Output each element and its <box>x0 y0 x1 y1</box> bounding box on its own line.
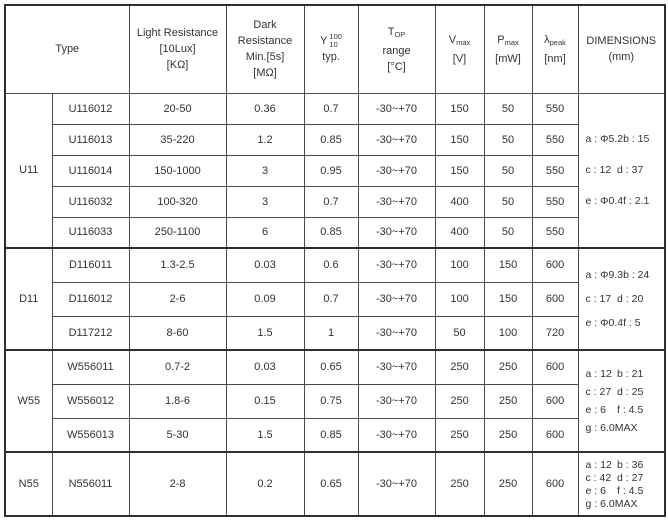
header-dims-line2: (mm) <box>608 51 635 64</box>
cell-top-range: -30~+70 <box>358 124 435 155</box>
cell-light-resistance: 5-30 <box>129 418 226 452</box>
cell-gamma: 0.7 <box>304 93 358 124</box>
dim-line: c : 42 d : 27 <box>585 471 644 484</box>
cell-top-range: -30~+70 <box>358 93 435 124</box>
table-row <box>5 316 665 350</box>
cell-vmax: 150 <box>435 124 484 155</box>
cell-lambda-peak: 550 <box>532 124 578 155</box>
cell-dark-resistance: 6 <box>226 217 304 248</box>
header-top-line2: range <box>382 44 411 57</box>
cell-vmax: 400 <box>435 217 484 248</box>
cell-gamma: 0.85 <box>304 217 358 248</box>
cell-gamma: 1 <box>304 316 358 350</box>
cell-vmax: 250 <box>435 384 484 418</box>
top-sub: OP <box>394 29 406 39</box>
cell-lambda-peak: 550 <box>532 93 578 124</box>
cell-pmax: 250 <box>484 350 532 384</box>
header-vmax-line1 <box>436 32 484 51</box>
col-header-top-range <box>358 5 435 93</box>
dimensions-cell-w55 <box>578 350 665 452</box>
cell-light-resistance: 20-50 <box>129 93 226 124</box>
table-row <box>5 418 665 452</box>
cell-top-range: -30~+70 <box>358 155 435 186</box>
pmax-base: P <box>497 33 505 46</box>
header-lambda-line1 <box>533 32 578 51</box>
cell-top-range: -30~+70 <box>358 186 435 217</box>
part-number: W556011 <box>52 350 129 384</box>
header-dark-line2: Resistance <box>237 35 293 48</box>
gamma-letter: Y <box>320 35 328 48</box>
header-dims-line1: DIMENSIONS <box>586 35 657 48</box>
cell-gamma: 0.65 <box>304 350 358 384</box>
gamma-sub: 10 <box>329 40 338 50</box>
header-gamma-typ: typ. <box>322 51 340 64</box>
cell-vmax: 100 <box>435 248 484 282</box>
part-number: D116012 <box>52 282 129 316</box>
header-light-line3: [KΩ] <box>166 59 189 72</box>
cell-dark-resistance: 0.09 <box>226 282 304 316</box>
vmax-sub: max <box>456 37 471 47</box>
cell-dark-resistance: 0.15 <box>226 384 304 418</box>
cell-gamma: 0.65 <box>304 452 358 516</box>
part-number: U116014 <box>52 155 129 186</box>
cell-pmax: 150 <box>484 282 532 316</box>
cell-vmax: 50 <box>435 316 484 350</box>
header-row <box>5 5 665 93</box>
cell-light-resistance: 0.7-2 <box>129 350 226 384</box>
cell-top-range: -30~+70 <box>358 282 435 316</box>
cell-gamma: 0.75 <box>304 384 358 418</box>
spec-table <box>4 4 666 517</box>
cell-gamma: 0.85 <box>304 124 358 155</box>
dim-line: c : 12 d : 37 <box>585 164 644 177</box>
dim-line: c : 17 d : 20 <box>585 293 644 305</box>
cell-light-resistance: 8-60 <box>129 316 226 350</box>
cell-pmax: 50 <box>484 155 532 186</box>
dimensions-text <box>579 133 665 207</box>
cell-gamma: 0.7 <box>304 186 358 217</box>
table-row <box>5 248 665 282</box>
table-row <box>5 452 665 516</box>
col-header-dimensions <box>578 5 665 93</box>
dim-line: e : 6 f : 4.5 <box>585 404 644 416</box>
table-row <box>5 124 665 155</box>
header-top-line3: [°C] <box>387 60 406 73</box>
table-row <box>5 93 665 124</box>
col-header-gamma <box>304 5 358 93</box>
gamma-sup: 100 <box>329 32 342 42</box>
dim-line: e : 6 f : 4.5 <box>585 484 644 497</box>
cell-vmax: 250 <box>435 452 484 516</box>
dim-line: a : Φ5.2 b : 15 <box>585 133 650 146</box>
cell-lambda-peak: 600 <box>532 384 578 418</box>
header-top-line1 <box>359 24 435 43</box>
group-label-u11: U11 <box>5 93 52 248</box>
gamma-fraction <box>329 33 342 49</box>
part-number: U116012 <box>52 93 129 124</box>
vmax-base: V <box>448 33 457 46</box>
cell-dark-resistance: 3 <box>226 186 304 217</box>
table-row <box>5 384 665 418</box>
part-number: U116033 <box>52 217 129 248</box>
cell-light-resistance: 35-220 <box>129 124 226 155</box>
cell-vmax: 250 <box>435 350 484 384</box>
cell-top-range: -30~+70 <box>358 452 435 516</box>
dimensions-cell-d11 <box>578 248 665 350</box>
part-number: W556012 <box>52 384 129 418</box>
gamma-symbol <box>305 33 358 49</box>
cell-dark-resistance: 1.2 <box>226 124 304 155</box>
part-number: N556011 <box>52 452 129 516</box>
dim-line: a : 12 b : 36 <box>585 458 644 471</box>
cell-gamma: 0.95 <box>304 155 358 186</box>
header-vmax-unit: [V] <box>452 52 467 65</box>
group-label-w55: W55 <box>5 350 52 452</box>
table-row <box>5 282 665 316</box>
cell-dark-resistance: 1.5 <box>226 316 304 350</box>
cell-gamma: 0.6 <box>304 248 358 282</box>
table-row <box>5 350 665 384</box>
header-pmax-unit: [mW] <box>495 52 521 65</box>
cell-top-range: -30~+70 <box>358 248 435 282</box>
cell-pmax: 250 <box>484 384 532 418</box>
cell-vmax: 400 <box>435 186 484 217</box>
cell-lambda-peak: 600 <box>532 418 578 452</box>
cell-pmax: 100 <box>484 316 532 350</box>
cell-dark-resistance: 0.2 <box>226 452 304 516</box>
cell-top-range: -30~+70 <box>358 384 435 418</box>
header-dark-line3: Min.[5s] <box>245 51 285 64</box>
part-number: D116011 <box>52 248 129 282</box>
cell-light-resistance: 100-320 <box>129 186 226 217</box>
cell-pmax: 250 <box>484 452 532 516</box>
cell-dark-resistance: 1.5 <box>226 418 304 452</box>
cell-lambda-peak: 600 <box>532 350 578 384</box>
dimensions-text <box>579 368 665 434</box>
dimensions-cell-n55 <box>578 452 665 516</box>
col-header-type <box>5 5 129 93</box>
part-number: U116032 <box>52 186 129 217</box>
cell-dark-resistance: 0.36 <box>226 93 304 124</box>
table-row <box>5 186 665 217</box>
cell-top-range: -30~+70 <box>358 350 435 384</box>
cell-top-range: -30~+70 <box>358 217 435 248</box>
cell-top-range: -30~+70 <box>358 418 435 452</box>
cell-light-resistance: 150-1000 <box>129 155 226 186</box>
pmax-sub: max <box>504 37 519 47</box>
cell-gamma: 0.85 <box>304 418 358 452</box>
cell-lambda-peak: 550 <box>532 186 578 217</box>
header-dark-line4: [MΩ] <box>253 67 277 80</box>
dimensions-text <box>579 269 665 329</box>
cell-lambda-peak: 720 <box>532 316 578 350</box>
dim-line: a : Φ9.3 b : 24 <box>585 269 650 281</box>
cell-vmax: 250 <box>435 418 484 452</box>
dimensions-cell-u11 <box>578 93 665 248</box>
header-light-line2: [10Lux] <box>159 43 196 56</box>
cell-light-resistance: 2-6 <box>129 282 226 316</box>
cell-lambda-peak: 550 <box>532 217 578 248</box>
cell-light-resistance: 2-8 <box>129 452 226 516</box>
cell-pmax: 150 <box>484 248 532 282</box>
cell-vmax: 150 <box>435 155 484 186</box>
dimensions-text <box>579 459 665 510</box>
cell-vmax: 150 <box>435 93 484 124</box>
header-type-label: Type <box>55 43 80 56</box>
lambda-base: λ <box>544 33 550 46</box>
part-number: U116013 <box>52 124 129 155</box>
cell-dark-resistance: 0.03 <box>226 248 304 282</box>
col-header-dark-resistance <box>226 5 304 93</box>
header-lambda-unit: [nm] <box>544 52 566 65</box>
cell-light-resistance: 1.3-2.5 <box>129 248 226 282</box>
top-base: T <box>387 25 395 38</box>
dim-line: c : 27 d : 25 <box>585 386 644 398</box>
cell-lambda-peak: 600 <box>532 282 578 316</box>
table-row <box>5 217 665 248</box>
header-dark-line1: Dark <box>253 19 277 32</box>
col-header-vmax <box>435 5 484 93</box>
cell-dark-resistance: 3 <box>226 155 304 186</box>
cell-light-resistance: 250-1100 <box>129 217 226 248</box>
cell-dark-resistance: 0.03 <box>226 350 304 384</box>
lambda-sub: peak <box>549 37 566 47</box>
cell-pmax: 50 <box>484 124 532 155</box>
group-label-n55: N55 <box>5 452 52 516</box>
cell-pmax: 50 <box>484 186 532 217</box>
cell-top-range: -30~+70 <box>358 316 435 350</box>
header-pmax-line1 <box>485 32 532 51</box>
dim-line: e : Φ0.4 f : 5 <box>585 317 641 329</box>
group-label-d11: D11 <box>5 248 52 350</box>
header-light-line1: Light Resistance <box>136 27 219 40</box>
col-header-lambda-peak <box>532 5 578 93</box>
cell-lambda-peak: 600 <box>532 452 578 516</box>
cell-pmax: 50 <box>484 93 532 124</box>
part-number: W556013 <box>52 418 129 452</box>
cell-lambda-peak: 600 <box>532 248 578 282</box>
dim-line: e : Φ0.4 f : 2.1 <box>585 195 650 208</box>
cell-pmax: 250 <box>484 418 532 452</box>
cell-vmax: 100 <box>435 282 484 316</box>
cell-light-resistance: 1.8-6 <box>129 384 226 418</box>
dim-line: a : 12 b : 21 <box>585 368 644 380</box>
col-header-light-resistance <box>129 5 226 93</box>
cell-lambda-peak: 550 <box>532 155 578 186</box>
part-number: D117212 <box>52 316 129 350</box>
col-header-pmax <box>484 5 532 93</box>
cell-pmax: 50 <box>484 217 532 248</box>
dim-line: g : 6.0MAX <box>585 422 638 434</box>
cell-gamma: 0.7 <box>304 282 358 316</box>
table-row <box>5 155 665 186</box>
dim-line: g : 6.0MAX <box>585 497 638 510</box>
